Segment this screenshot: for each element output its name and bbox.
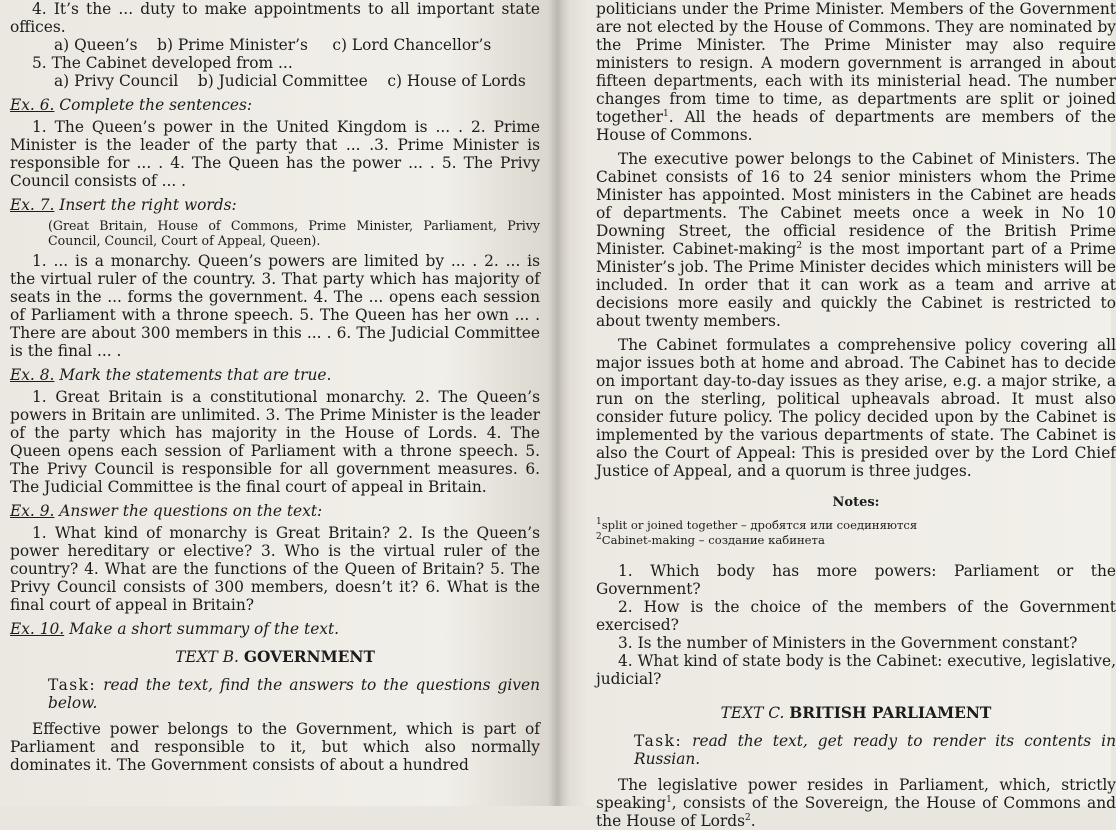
right-page bbox=[582, 0, 1116, 830]
exercise-9-heading: Ex. 9. Answer the questions on the text: bbox=[10, 502, 323, 520]
exercise-9-body: 1. What kind of monarchy is Great Britain? 2. Is the Queen’s power hereditary or elective? 3. Who is the virtual ruler of the country? 4. What are the functions of the Queen of Britain? 5. The Privy Council consists of 300 members, doesn’t it? 6. What is the final court of appeal in Britain? bbox=[10, 524, 540, 614]
footnote-ref-1: 1 bbox=[662, 108, 669, 119]
review-question-3: 3. Is the number of Ministers in the Government constant? bbox=[618, 634, 1078, 652]
government-paragraph-1: politicians under the Prime Minister. Members of the Government are not elected by the House of Commons. They are nominated by the Prime Minister. The Prime Minister may also require ministers to resign. A modern government is arranged in about fifteen departments, each with its ministerial head. The number changes from time to time, as departments are split or joined together$^1$. All the heads of departments are members of the House of Commons. bbox=[596, 0, 1116, 144]
exercise-8-body: 1. Great Britain is a constitutional monarchy. 2. The Queen’s powers in Britain are unlimited. 3. The Prime Minister is the leader of the party which has majority in the House of Lords. 4. The Queen opens each session of Parliament with a throne speech. 5. The Privy Council is responsible for all government measures. 6. The Judicial Committee is the final court of appeal in Britain. bbox=[10, 388, 540, 496]
text-c-task: Task: read the text, get ready to render its contents in Russian. bbox=[634, 732, 1116, 768]
question-4-options: a) Queen’s b) Prime Minister’s c) Lord Chancellor’s bbox=[54, 36, 492, 54]
review-question-1: 1. Which body has more powers: Parliament or the Government? bbox=[596, 562, 1116, 598]
exercise-6-body: 1. The Queen’s power in the United Kingdom is ... . 2. Prime Minister is the leader of the party that ... .3. Prime Minister is responsible for ... . 4. The Queen has the power ... . 5. The Privy Council consists of ... . bbox=[10, 118, 540, 190]
review-question-2: 2. How is the choice of the members of the Government exercised? bbox=[596, 598, 1116, 634]
text-b-task: Task: read the text, find the answers to the questions given below. bbox=[48, 676, 540, 712]
review-question-4: 4. What kind of state body is the Cabinet: executive, legislative, judicial? bbox=[596, 652, 1116, 688]
text-c-heading: TEXT C. BRITISH PARLIAMENT bbox=[720, 704, 992, 722]
exercise-7-body: 1. ... is a monarchy. Queen’s powers are limited by ... . 2. ... is the virtual ruler of the country. 3. That party which has majority of seats in the ... forms the government. 4. The ... opens each session of Parliament with a throne speech. 5. The Queen has her own ... . There are about 300 members in this ... . 6. The Judicial Committee is the final ... . bbox=[10, 252, 540, 360]
text-c-body: The legislative power resides in Parliament, which, strictly speaking$^1$, consists of the Sovereign, the House of Commons and the House of Lords$^2$. bbox=[596, 776, 1116, 830]
exercise-8-heading: Ex. 8. Mark the statements that are true. bbox=[10, 366, 332, 384]
exercise-6-heading: Ex. 6. Complete the sentences: bbox=[10, 96, 253, 114]
left-page bbox=[0, 0, 540, 806]
exercise-7-heading: Ex. 7. Insert the right words: bbox=[10, 196, 237, 214]
question-5-options: a) Privy Council b) Judicial Committee c) House of Lords bbox=[54, 72, 526, 90]
footnote-ref-2: 2 bbox=[796, 240, 803, 251]
question-5: 5. The Cabinet developed from ... bbox=[32, 54, 293, 72]
text-b-heading: TEXT B. GOVERNMENT bbox=[175, 648, 375, 666]
government-paragraph-2: The executive power belongs to the Cabinet of Ministers. The Cabinet consists of 16 to 24 senior ministers whom the Prime Minister has appointed. Most ministers in the Cabinet are heads of departments. The Cabinet meets once a week in No 10 Downing Street, the official residence of the British Prime Minister. Cabinet-making$^2$ is the most important part of a Prime Minister’s job. The Prime Minister decides which ministers will be included. In order that it can work as a team and arrive at decisions more easily and quickly the Cabinet is restricted to about twenty members. bbox=[596, 150, 1116, 330]
government-paragraph-3: The Cabinet formulates a comprehensive policy covering all major issues both at home and abroad. The Cabinet has to decide on important day-to-day issues as they arise, e.g. a major strike, a run on the sterling, political upheavals abroad. It must also consider future policy. The policy decided upon by the Cabinet is implemented by the various departments of state. The Cabinet is also the Court of Appeal: This is presided over by the Lord Chief Justice of Appeal, and a quorum is three judges. bbox=[596, 336, 1116, 480]
note-1: $^1$split or joined together – дробятся или соединяются bbox=[596, 517, 918, 532]
exercise-7-word-list: (Great Britain, House of Commons, Prime Minister, Parliament, Privy Council, Council, Court of Appeal, Queen). bbox=[48, 218, 540, 248]
text-b-body: Effective power belongs to the Government, which is part of Parliament and responsible to it, but which also normally dominates it. The Government consists of about a hundred bbox=[10, 720, 540, 774]
question-4: 4. It’s the ... duty to make appointments to all important state offices. bbox=[10, 0, 540, 36]
note-2: $^2$Cabinet-making – создание кабинета bbox=[596, 532, 825, 547]
book-gutter bbox=[548, 0, 570, 806]
notes-title: Notes: bbox=[832, 495, 880, 510]
exercise-10-heading: Ex. 10. Make a short summary of the text. bbox=[10, 620, 340, 638]
